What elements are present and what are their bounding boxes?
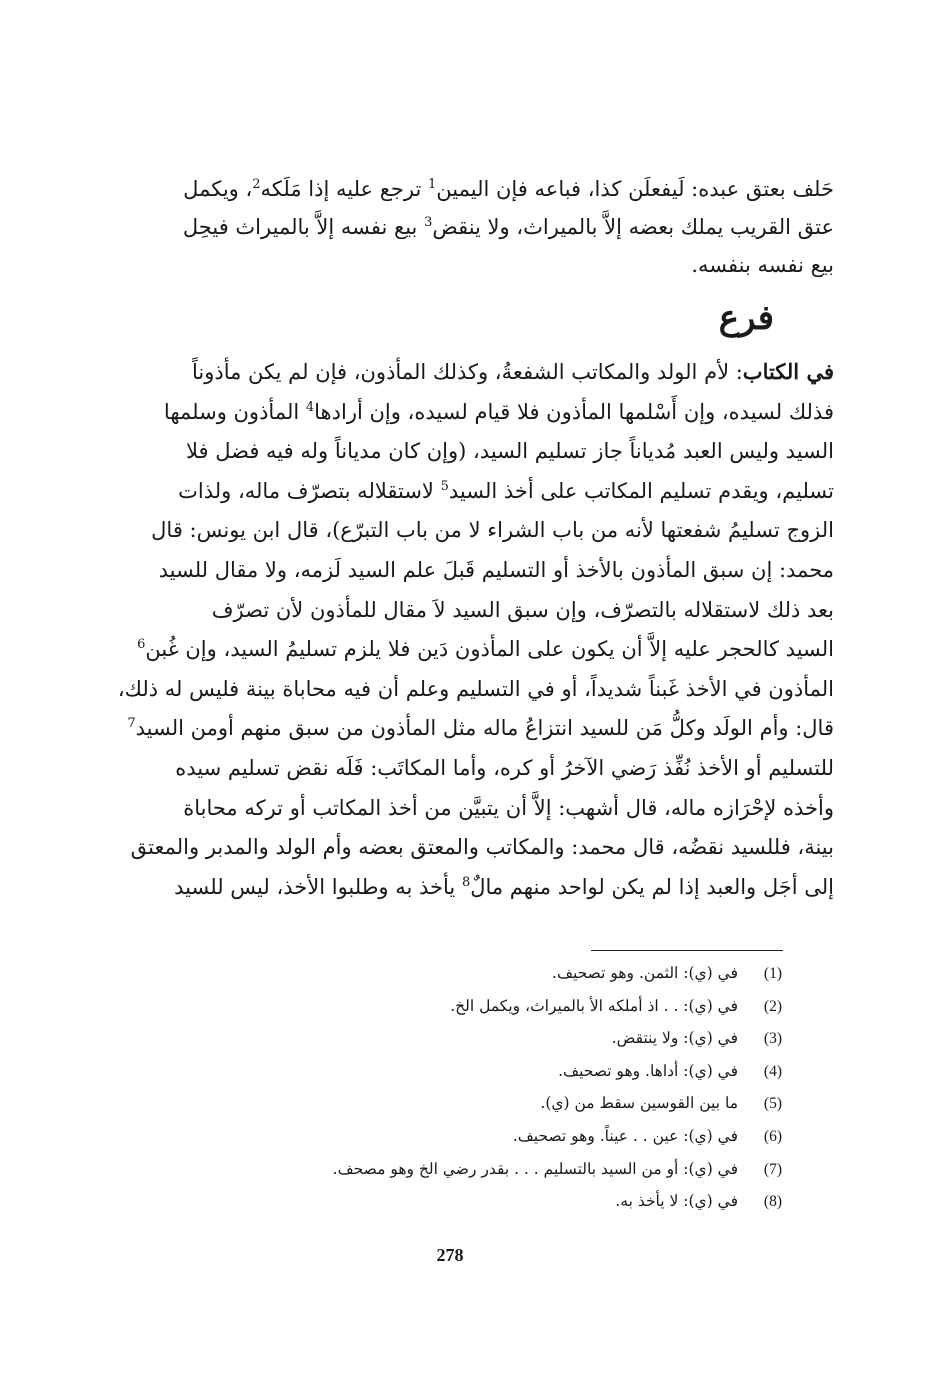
text-line: السيد وليس العبد مُدياناً جاز تسليم السيد، (وإن كان مدياناً وله فيه فضل فلا [185,439,834,464]
footnote-ref[interactable]: 7 [127,716,136,732]
footnote [333,1160,782,1193]
text-line: حَلف بعتق عبده: لَيفعلَن كذا، فباعه فإن اليمين$^1$ ترجع عليه إذا مَلَكه$^2$، ويكمل [183,177,834,201]
footnote-number: (3) [763,1030,782,1048]
footnote-ref[interactable]: 4 [305,399,315,415]
text-line: بيع نفسه بنفسه. [691,253,834,277]
footnote-ref[interactable]: 1 [428,177,437,192]
text-line: عتق القريب يملك بعضه إلاَّ بالميراث، ولا ينقض$^3$ بيع نفسه إلاَّ بالميراث فيحِل [182,215,834,239]
text-line: الزوج تسليمُ شفعتها لأنه من باب الشراء لا من باب التبرّع)، قال ابن يونس: قال [151,518,834,543]
text-line: محمد: إن سبق المأذون بالأخذ أو التسليم قَبلَ علم السيد لَزمه، ولا مقال للسيد [158,557,834,582]
footnote-text: في (ي): عين . . عيناً. وهو تصحيف. [512,1126,738,1145]
main-paragraph [108,352,834,907]
footnotes [333,964,782,1225]
footnote-ref[interactable]: 5 [440,478,449,494]
footnote-text: في (ي): . . اذ أملكه الأ بالميراث، ويكمل الخ. [450,996,738,1015]
section-heading: فرع [718,298,774,338]
footnote-text: في (ي): أو من السيد بالتسليم . . . بقدر رضي الخ وهو مصحف. [332,1159,738,1178]
intro-paragraph [108,170,834,284]
text-line: بينة، فللسيد نقضُه، قال محمد: والمكاتب والمعتق بعضه وأم الولد والمدبر والمعتق [130,835,834,860]
footnote-number: (4) [763,1062,782,1080]
footnote-text: ما بين القوسين سقط من (ي). [540,1094,738,1113]
text-line: بعد ذلك لاستقلاله بالتصرّف، وإن سبق السيد لاَ مقال للمأذون لأن تصرّف [211,597,834,622]
text-line: السيد كالحجر عليه إلاَّ أن يكون على المأذون دَين فلا يلزم تسليمُ السيد، وإن غُبن$^6$ [137,637,834,662]
footnote [333,1029,782,1062]
footnote-number: (1) [763,965,782,982]
footnote-number: (8) [763,1193,782,1211]
footnote [333,1192,782,1225]
page-number: 278 [436,1245,464,1265]
footnote-text: في (ي): لا يأخذ به. [615,1192,738,1211]
lead-term: في الكتاب [742,359,834,384]
footnote [333,964,782,997]
text-line: تسليم، ويقدم تسليم المكاتب على أخذ السيد$^5$ لاستقلاله بتصرّف ماله، ولذات [178,478,834,503]
footnote [333,1094,782,1127]
footnote [333,1127,782,1160]
text-line: المأذون في الأخذ غَبناً شديداً، أو في التسليم وعلم أن فيه محاباة بينة فليس له ذلك، [117,676,834,701]
footnote [333,997,782,1030]
footnote-ref[interactable]: 3 [424,215,433,230]
text-line: في الكتاب: لأم الولد والمكاتب الشفعةُ، وكذلك المأذون، فإن لم يكن مأذوناً [191,359,834,384]
footnote-number: (7) [763,1160,782,1178]
text-line: للتسليم أو الأخذ نُفِّذ رَضي الآخرُ أو كره، وأما المكاتَب: فَلَه نقض تسليم سيده [175,755,834,780]
footnote-text: في (ي): ولا ينتقض. [611,1029,738,1048]
footnote-ref[interactable]: 6 [137,637,146,653]
footnote-divider [591,950,783,951]
footnote [333,1062,782,1095]
footnote-number: (2) [763,997,782,1015]
footnote-ref[interactable]: 2 [252,177,261,192]
text-line: إلى أجَل والعبد إذا لم يكن لواحد منهم مالٌ$^8$ يأخذ به وطلبوا الأخذ، ليس للسيد [174,874,834,899]
footnote-number: (5) [763,1095,782,1113]
footnote-number: (6) [763,1127,782,1145]
footnote-text: في (ي): الثمن. وهو تصحيف. [552,964,738,982]
footnote-ref[interactable]: 8 [461,874,471,890]
text-line: قال: وأم الولَد وكلُّ مَن للسيد انتزاعُ ماله مثل المأذون من سبق منهم أومن السيد$^7$ [127,716,834,741]
text-line: فذلك لسيده، وإن أَسْلمها المأذون فلا قيام لسيده، وإن أرادها$^4$ المأذون وسلمها [163,399,834,424]
text-line: وأخذه لإحْرَازه ماله، قال أشهب: إلاَّ أن يتبيَّن من أخذ المكاتب أو تركه محاباة [183,795,834,820]
footnote-text: في (ي): أداها. وهو تصحيف. [558,1061,738,1080]
